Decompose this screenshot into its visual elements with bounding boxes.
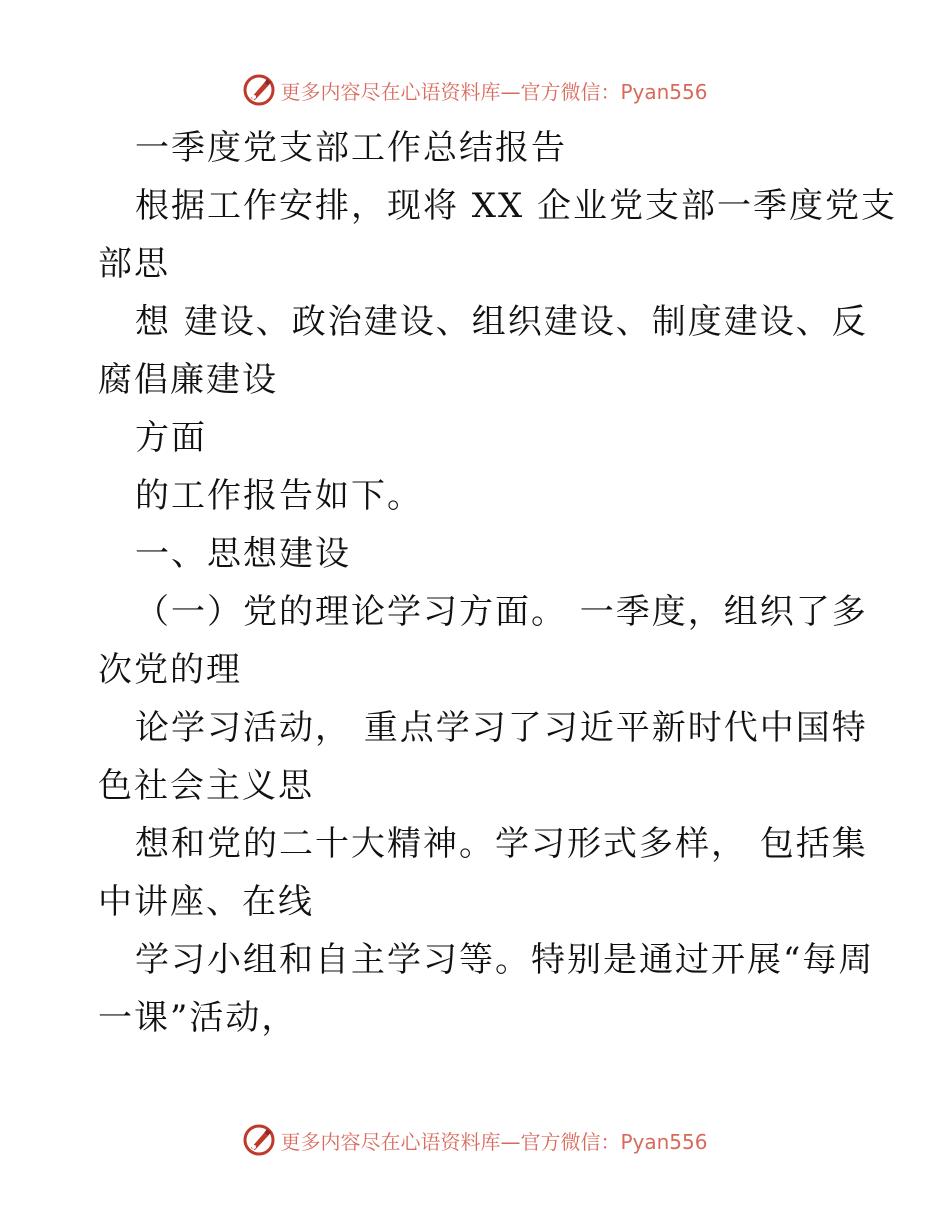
paragraph-line: 学习小组和自主学习等。特别是通过开展“每周 [135,940,875,980]
paragraph-line: 的工作报告如下。 [135,476,423,516]
pen-seal-logo-icon [242,73,276,107]
paragraph-line: 根据工作安排，现将 XX 企业党支部一季度党支 [135,186,898,226]
header-banner-text: 更多内容尽在心语资料库—官方微信：Pyan556 [280,79,708,104]
pen-seal-logo-icon [242,1123,276,1157]
footer-banner-text: 更多内容尽在心语资料库—官方微信：Pyan556 [280,1129,708,1154]
paragraph-line: 一课”活动， [98,998,298,1038]
section-heading: 一、思想建设 [135,534,351,574]
paragraph-line: 部思 [98,244,170,284]
paragraph-line: 腐倡廉建设 [98,360,278,400]
header-banner [0,70,950,110]
paragraph-line: 次党的理 [98,650,242,690]
paragraph-line: 方面 [135,418,207,458]
paragraph-line: 色社会主义思 [98,766,314,806]
subsection-line: （一）党的理论学习方面。 一季度，组织了多 [135,592,868,632]
paragraph-line: 想 建设、政治建设、组织建设、制度建设、反 [135,302,868,342]
document-title: 一季度党支部工作总结报告 [135,128,567,168]
paragraph-line: 论学习活动， 重点学习了习近平新时代中国特 [135,708,868,748]
footer-banner [0,1120,950,1160]
paragraph-line: 想和党的二十大精神。学习形式多样， 包括集 [135,824,868,864]
paragraph-line: 中讲座、在线 [98,882,314,922]
